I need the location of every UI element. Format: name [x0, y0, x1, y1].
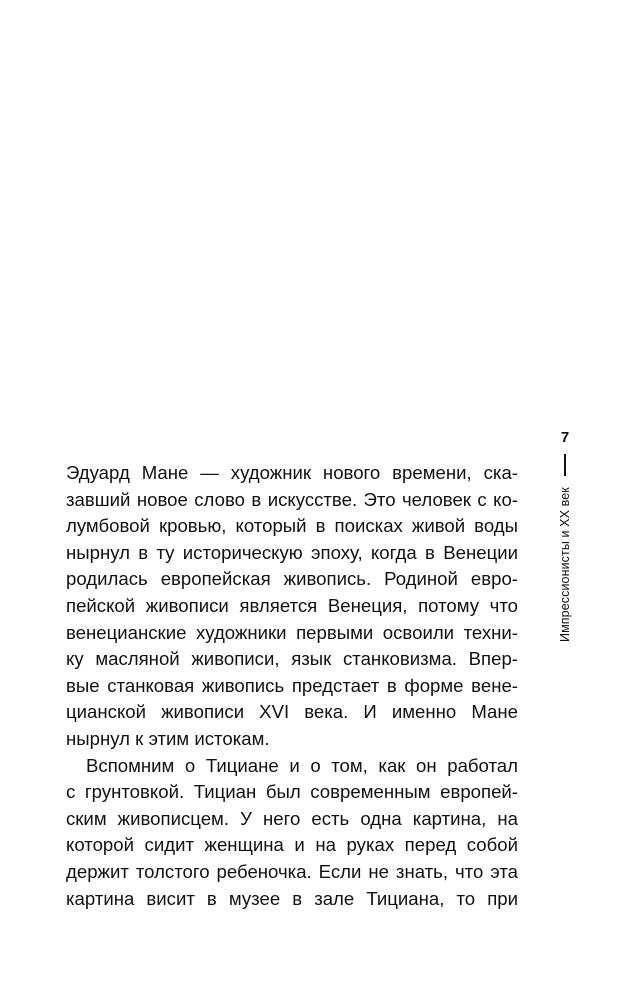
text-line: нырнул к этим истокам.	[66, 727, 270, 749]
body-text	[66, 460, 518, 912]
text-line: нырнул в ту историческую эпоху, когда в Венеции	[66, 541, 518, 563]
running-head: Импрессионисты и XX век	[558, 487, 572, 642]
text-line: картина висит в музее в зале Тициана, то при	[66, 887, 518, 909]
page-number: 7	[560, 429, 570, 446]
running-head-container	[554, 482, 576, 642]
header-divider	[564, 454, 566, 476]
text-line: вые станковая живопись предстает в форме вене-	[66, 674, 518, 696]
text-line: ку масляной живописи, язык станковизма. Впер-	[66, 648, 518, 670]
text-line: которой сидит женщина и на руках перед собой	[66, 834, 518, 856]
text-line: лумбовой кровью, который в поисках живой воды	[66, 515, 518, 537]
text-line: пейской живописи является Венеция, потому что	[66, 594, 518, 616]
text-line: держит толстого ребеночка. Если не знать, что эта	[66, 860, 518, 882]
text-line: цианской живописи XVI века. И именно Мане	[66, 701, 518, 723]
text-line: Вспомним о Тициане и о том, как он работал	[86, 754, 518, 776]
text-line: родилась европейская живопись. Родиной евро-	[66, 568, 518, 590]
text-line: венецианские художники первыми освоили техни-	[66, 621, 518, 643]
text-line: с грунтовкой. Тициан был современным европей-	[66, 781, 518, 803]
text-line: Эдуард Мане — художник нового времени, ска-	[66, 462, 518, 483]
text-line: завший новое слово в искусстве. Это человек с ко-	[66, 488, 518, 510]
text-line: ским живописцем. У него есть одна картина, на	[66, 807, 518, 829]
